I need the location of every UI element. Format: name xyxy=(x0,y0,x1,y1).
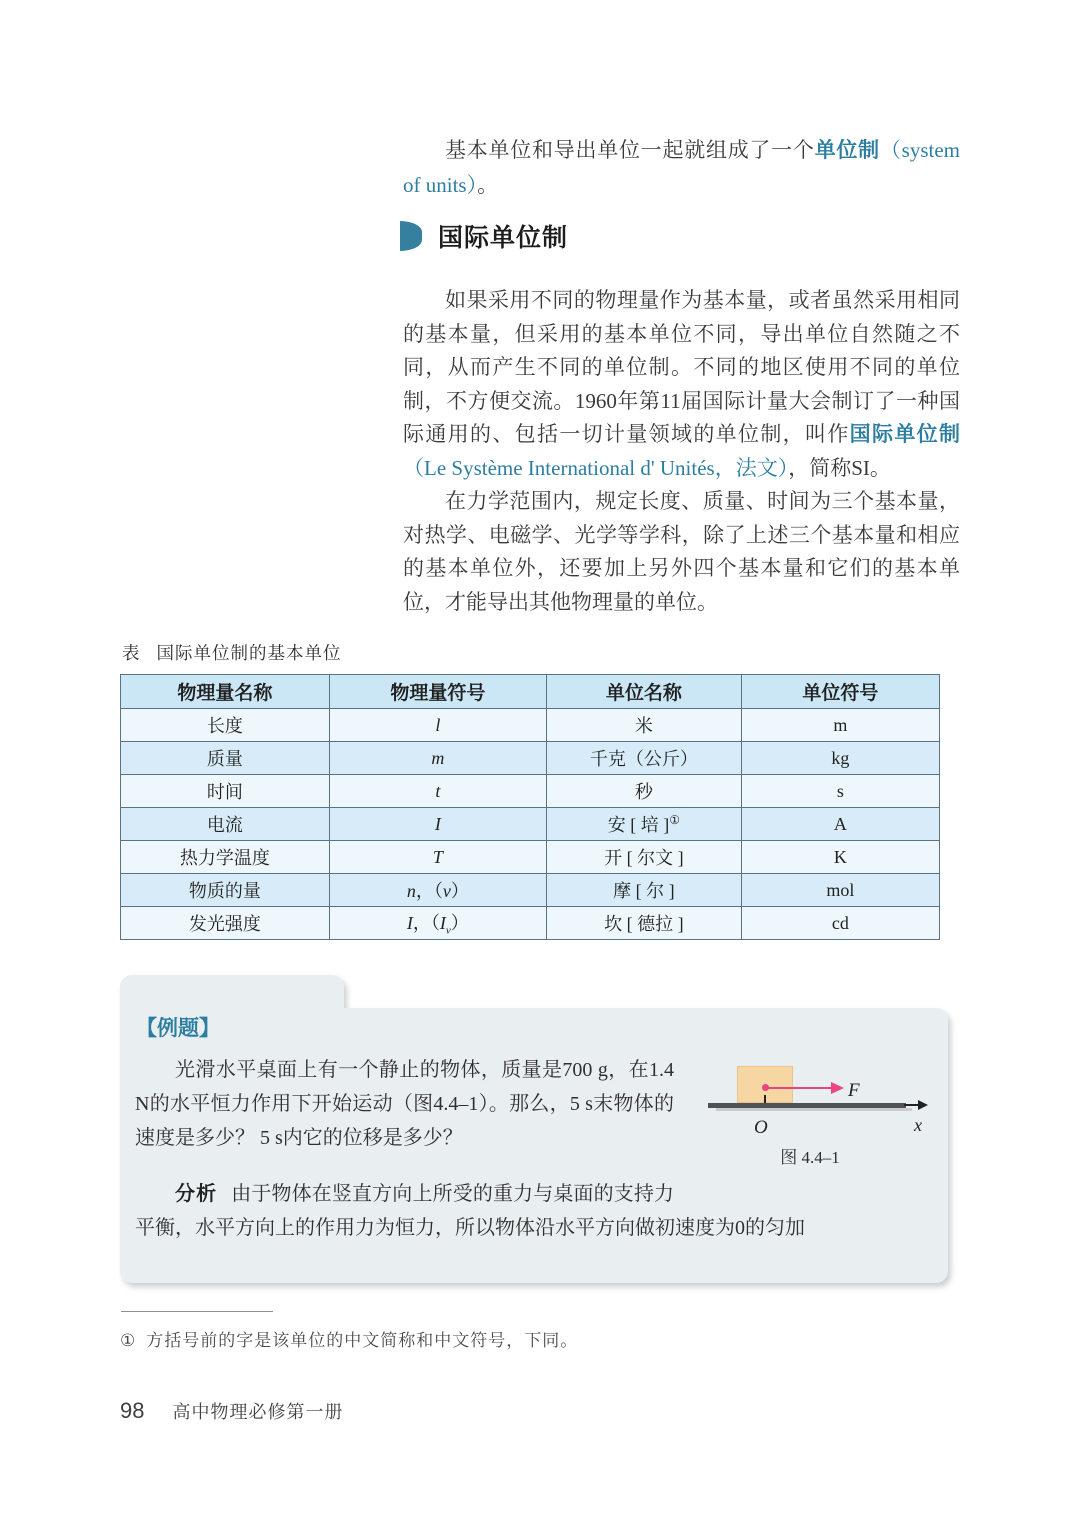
body-text xyxy=(403,284,960,619)
cell-quantity: 时间 xyxy=(121,775,330,808)
analysis-text: 由于物体在竖直方向上所受的重力与桌面的支持力平衡，水平方向上的作用力为恒力，所以物体沿水平方向做初速度为0的匀加 xyxy=(135,1183,805,1239)
column-header: 物理量符号 xyxy=(329,675,546,709)
si-base-units-table xyxy=(120,674,940,940)
intro-lead: 基本单位和导出单位一起就组成了一个 xyxy=(445,138,815,162)
key-term-si: 国际单位制 xyxy=(849,423,961,446)
column-header: 物理量名称 xyxy=(121,675,330,709)
page-number: 98 xyxy=(120,1398,145,1423)
example-content xyxy=(135,1053,936,1245)
cell-symbol: l xyxy=(329,709,546,742)
cell-unit-name: 开 [ 尔文 ] xyxy=(546,841,741,874)
table-caption-text: 国际单位制的基本单位 xyxy=(156,643,342,663)
cell-unit-symbol: s xyxy=(741,775,939,808)
footnote-text: 方括号前的字是该单位的中文简称和中文符号，下同。 xyxy=(146,1331,579,1350)
cell-quantity: 长度 xyxy=(121,709,330,742)
column-header: 单位符号 xyxy=(741,675,939,709)
force-vector-line xyxy=(765,1087,833,1090)
cell-symbol: n，（ν） xyxy=(329,874,546,907)
cell-quantity: 热力学温度 xyxy=(121,841,330,874)
table-row xyxy=(121,742,940,775)
intro-english-paren: （system of units） xyxy=(403,138,961,197)
footnote-marker: ① xyxy=(120,1331,137,1350)
force-arrowhead-icon xyxy=(831,1082,844,1094)
footnote xyxy=(120,1326,820,1351)
cell-symbol: m xyxy=(329,742,546,775)
cell-symbol: t xyxy=(329,775,546,808)
para1-tail: ，简称SI。 xyxy=(788,455,891,480)
section-title: 国际单位制 xyxy=(438,224,569,252)
cell-unit-name: 坎 [ 德拉 ] xyxy=(546,907,741,940)
table-row xyxy=(121,775,940,808)
table-row xyxy=(121,841,940,874)
section-bullet-icon xyxy=(400,221,422,251)
example-label: 【例题】 xyxy=(136,1017,220,1040)
cell-symbol: I xyxy=(329,808,546,841)
table-row xyxy=(121,907,940,940)
figure-caption: 图 4.4–1 xyxy=(780,1148,840,1167)
table-caption-label: 表 xyxy=(122,643,141,663)
table-surface-shadow xyxy=(716,1108,912,1111)
axis-label: x xyxy=(914,1115,922,1135)
page-footer xyxy=(120,1398,343,1424)
cell-unit-name: 安 [ 培 ]① xyxy=(546,808,741,841)
cell-symbol: T xyxy=(329,841,546,874)
cell-unit-symbol: K xyxy=(741,841,939,874)
table-row xyxy=(121,808,940,841)
table-surface xyxy=(708,1103,906,1108)
paragraph-mechanics: 在力学范围内，规定长度、质量、时间为三个基本量，对热学、电磁学、光学等学科，除了上述三个基本量和相应的基本单位外，还要加上另外四个基本量和它们的基本单位，才能导出其他物理量的单位。 xyxy=(403,489,960,614)
footnote-rule xyxy=(121,1311,273,1312)
table-row xyxy=(121,874,940,907)
example-analysis xyxy=(135,1177,936,1245)
cell-quantity: 质量 xyxy=(121,742,330,775)
origin-label: O xyxy=(754,1117,768,1138)
book-title: 高中物理必修第一册 xyxy=(172,1402,344,1422)
cell-unit-name: 千克（公斤） xyxy=(546,742,741,775)
cell-unit-symbol: m xyxy=(741,709,939,742)
cell-quantity: 电流 xyxy=(121,808,330,841)
example-box xyxy=(120,975,948,1283)
force-label: F xyxy=(848,1080,860,1101)
column-header: 单位名称 xyxy=(546,675,741,709)
cell-quantity: 物质的量 xyxy=(121,874,330,907)
table-row xyxy=(121,709,940,742)
table-caption xyxy=(122,640,342,665)
table-header-row xyxy=(121,675,940,709)
analysis-label: 分析 xyxy=(175,1183,218,1205)
cell-unit-symbol: mol xyxy=(741,874,939,907)
paragraph-si xyxy=(403,284,960,485)
figure-4-4-1 xyxy=(684,1053,936,1165)
section-heading xyxy=(400,218,568,254)
cell-unit-symbol: cd xyxy=(741,907,939,940)
cell-unit-symbol: A xyxy=(741,808,939,841)
cell-unit-name: 米 xyxy=(546,709,741,742)
para1-lead: 如果采用不同的物理量作为基本量，或者虽然采用相同的基本量，但采用的基本单位不同，导出单位自然随之不同，从而产生不同的单位制。不同的地区使用不同的单位制，不方便交流。1960年第11届国际计量大会制订了一种国际通用的、包括一切计量领域的单位制，叫作 xyxy=(403,288,960,446)
example-problem-text: 光滑水平桌面上有一个静止的物体，质量是700 g，在1.4 N的水平恒力作用下开始运动（图4.4–1）。那么，5 s末物体的速度是多少？ 5 s内它的位移是多少？ xyxy=(135,1059,674,1149)
intro-paragraph xyxy=(403,133,960,202)
para1-french-paren: （Le Système International d' Unités，法文） xyxy=(403,455,789,480)
cell-symbol: I，$(I_v)$ xyxy=(329,907,546,940)
intro-tail: 。 xyxy=(477,173,499,197)
key-term-unit-system: 单位制 xyxy=(814,139,880,162)
cell-unit-symbol: kg xyxy=(741,742,939,775)
cell-quantity: 发光强度 xyxy=(121,907,330,940)
cell-unit-name: 秒 xyxy=(546,775,741,808)
cell-unit-name: 摩 [ 尔 ] xyxy=(546,874,741,907)
origin-tick xyxy=(764,1095,766,1103)
